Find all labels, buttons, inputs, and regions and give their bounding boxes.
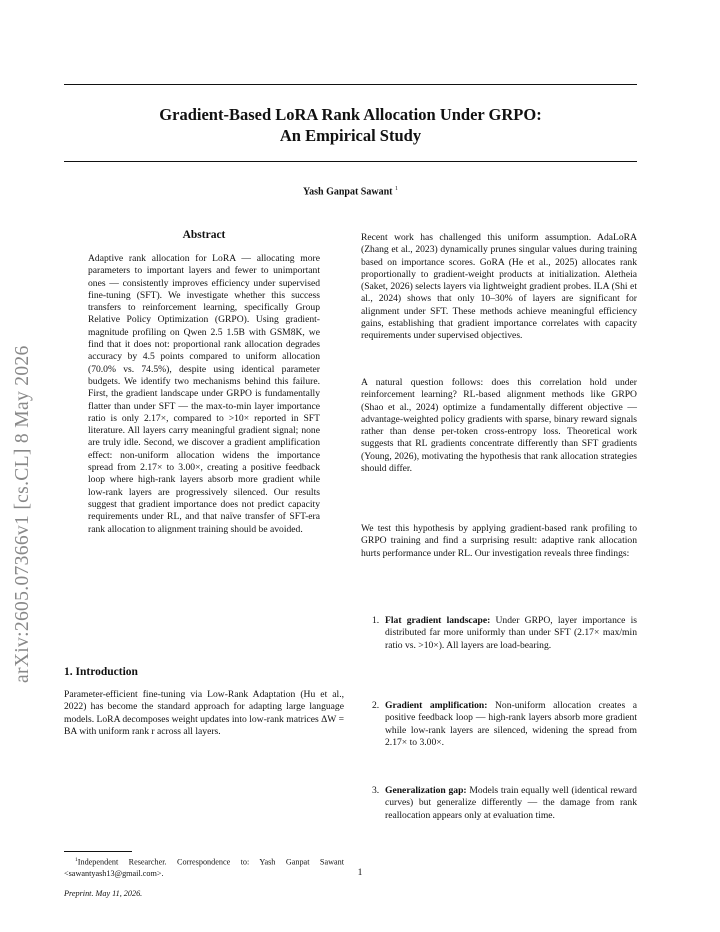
finding-label: Generalization gap: <box>385 785 467 796</box>
author-line <box>64 186 637 197</box>
footnote-mark: 1 <box>75 857 78 863</box>
title-top-rule <box>64 84 637 85</box>
title-line-2: An Empirical Study <box>279 126 422 145</box>
right-paragraph-3: We test this hypothesis by applying gradient-based rank profiling to GRPO training and find a surprising result: adaptive rank allocation hurts performance under RL. Our investigation reveals three findings: <box>361 523 637 559</box>
finding-number: 1. <box>372 615 380 626</box>
finding-label: Flat gradient landscape: <box>385 615 491 626</box>
page-number: 1 <box>357 867 363 878</box>
finding-label: Gradient amplification: <box>385 700 488 711</box>
abstract-heading: Abstract <box>182 229 226 241</box>
right-paragraph-1: Recent work has challenged this uniform assumption. AdaLoRA (Zhang et al., 2023) dynamically prunes singular values during training based on importance scores. GoRA (He et al., 2025) allocates rank proportionally to gradient-weight products at initialization. Aletheia (Saket, 2026) selects layers via lightweight gradient probes. ILA (Shi et al., 2024) shows that only 10–30% of layers are significant for alignment under SFT. These methods achieve meaningful efficiency gains, establishing that gradient importance correlates with capacity requirements under supervised objectives. <box>361 232 637 342</box>
footnote-rule <box>64 851 132 852</box>
abstract-text: Adaptive rank allocation for LoRA — allocating more parameters to important layers and fewer to unimportant ones — consistently improves efficiency under supervised fine-tuning (SFT). We investigate whether this success transfers to reinforcement learning, specifically Group Relative Policy Optimization (GRPO). Using gradient-magnitude profiling on Qwen 2.5 1.5B with GSM8K, we find that it does not: proportional rank allocation degrades accuracy by 4.5 points compared to uniform allocation (70.0% vs. 74.5%), despite using identical parameter budgets. We identify two mechanisms behind this failure. First, the gradient landscape under GRPO is fundamentally flatter than under SFT — the max-to-min layer importance ratio is only 2.17×, compared to >10× reported in SFT literature. All layers carry meaningful gradient signal; none are truly idle. Second, we discover a gradient amplification effect: non-uniform allocation widens the importance spread from 2.17× to 3.00×, creating a positive feedback loop where high-rank layers absorb more gradient while low-rank layers are progressively silenced. Our results suggest that gradient importance does not predict capacity requirements under RL, and that naïve transfer of SFT-era rank allocation to alignment training should be avoided. <box>88 253 320 535</box>
arxiv-identifier: arXiv:2605.07366v1 [cs.CL] 8 May 2026 <box>12 345 33 683</box>
finding-text: Non-uniform allocation creates a positive feedback loop — high-rank layers absorb more gradient while low-rank layers are silenced, widening the spread from 2.17× to 3.00×. <box>385 700 637 748</box>
intro-paragraph: Parameter-efficient fine-tuning via Low-Rank Adaptation (Hu et al., 2022) has become the standard approach for adapting large language models. LoRA decomposes weight updates into low-rank matrices ΔW = BA with uniform rank r across all layers. <box>64 689 344 737</box>
preprint-note: Preprint. May 11, 2026. <box>64 889 143 898</box>
paper-title <box>64 104 637 146</box>
author-name: Yash Ganpat Sawant <box>303 186 393 198</box>
section-heading-introduction: 1. Introduction <box>64 666 138 678</box>
right-paragraph-2: A natural question follows: does this correlation hold under reinforcement learning? RL-based alignment methods like GRPO (Shao et al., 2024) optimize a fundamentally different objective — advantage-weighted policy gradients with sparse, binary reward signals rather than dense per-token cross-entropy loss. Theoretical work suggests that RL gradients concentrate differently than SFT gradients (Young, 2026), motivating the hypothesis that rank allocation strategies should differ. <box>361 377 637 475</box>
footnote-text: Independent Researcher. Correspondence to: Yash Ganpat Sawant <sawantyash13@gmail.com>. <box>64 857 344 878</box>
title-line-1: Gradient-Based LoRA Rank Allocation Under GRPO: <box>159 105 542 124</box>
author-affiliation-mark: 1 <box>394 186 398 192</box>
finding-text: Models train equally well (identical reward curves) but generalize differently — the damage from rank reallocation appears only at evaluation time. <box>385 785 637 821</box>
finding-number: 3. <box>372 785 380 796</box>
title-bottom-rule <box>64 161 637 162</box>
finding-number: 2. <box>372 700 380 711</box>
finding-text: Under GRPO, layer importance is distributed far more uniformly than under SFT (2.17× max/min ratio vs. >10×). All layers are load-bearing. <box>385 615 637 651</box>
